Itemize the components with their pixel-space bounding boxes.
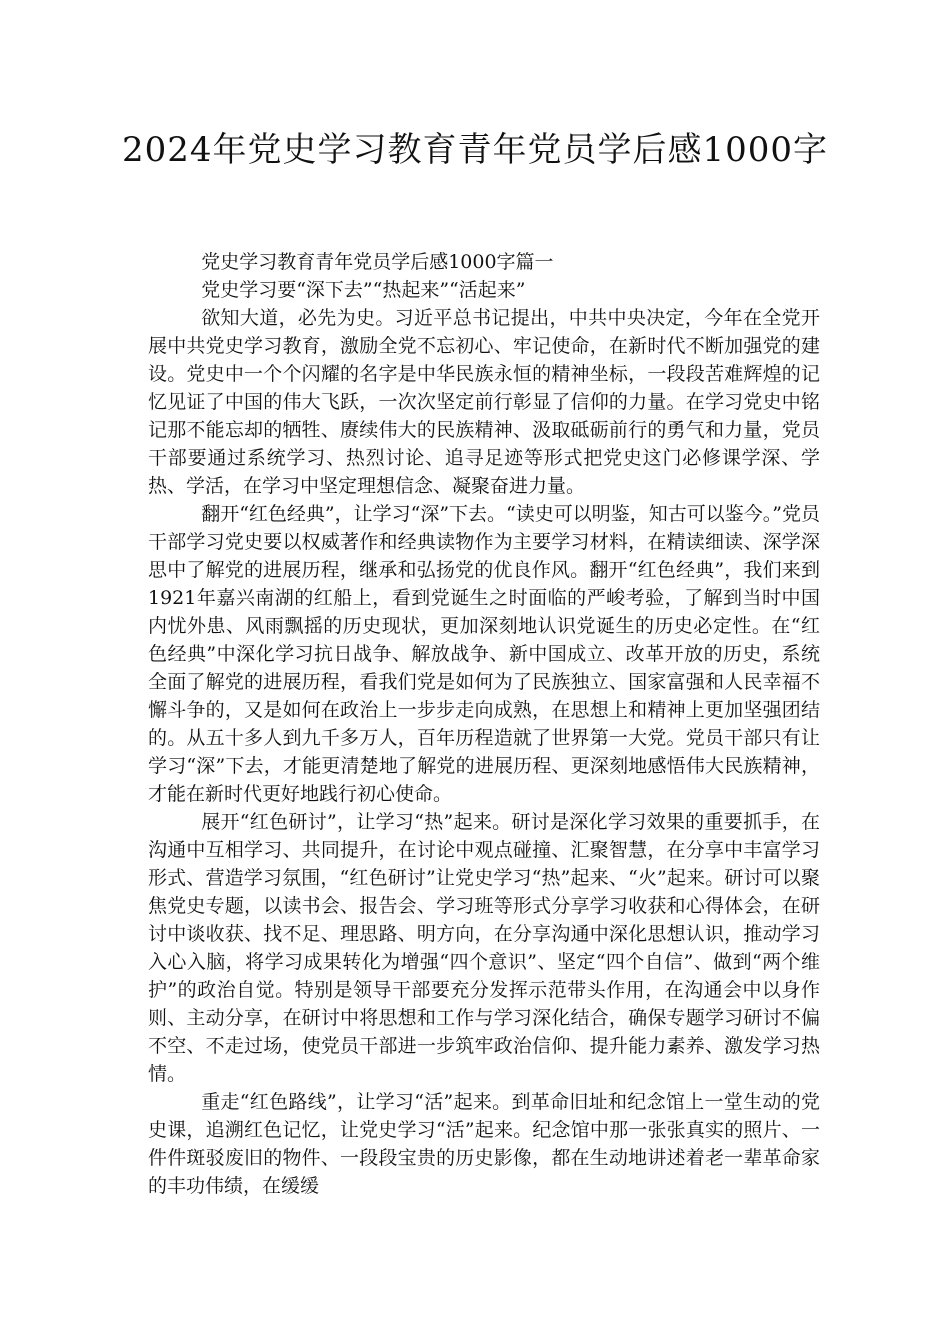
section-subtitle: 党史学习要“深下去”“热起来”“活起来”	[201, 279, 526, 301]
paragraph: 欲知大道，必先为史。习近平总书记提出，中共中央决定，今年在全党开展中共党史学习教育，激励全党不忘初心、牢记使命，在新时代不断加强党的建设。党史中一个个闪耀的名字是中华民族永恒的精神坐标，一段段苦难辉煌的记忆见证了中国的伟大飞跃，一次次坚定前行彰显了信仰的力量。在学习党史中铭记那不能忘却的牺牲、赓续伟大的民族精神、汲取砥砺前行的勇气和力量，党员干部要通过系统学习、热烈讨论、追寻足迹等形式把党史这门必修课学深、学热、学活，在学习中坚定理想信念、凝聚奋进力量。	[148, 307, 820, 497]
paragraph: 重走“红色路线”，让学习“活”起来。到革命旧址和纪念馆上一堂生动的党史课，追溯红色记忆，让党史学习“活”起来。纪念馆中那一张张真实的照片、一件件斑驳废旧的物件、一段段宝贵的历史影像，都在生动地讲述着老一辈革命家的丰功伟绩，在缓缓	[148, 1091, 820, 1197]
section-heading: 党史学习教育青年党员学后感1000字篇一	[201, 251, 554, 273]
document-body	[148, 248, 820, 1200]
paragraph: 翻开“红色经典”，让学习“深”下去。“读史可以明鉴，知古可以鉴今。”党员干部学习党史要以权威著作和经典读物作为主要学习材料，在精读细读、深学深思中了解党的进展历程，继承和弘扬党的优良作风。翻开“红色经典”，我们来到1921年嘉兴南湖的红船上，看到党诞生之时面临的严峻考验，了解到当时中国内忧外患、风雨飘摇的历史现状，更加深刻地认识党诞生的历史必定性。在“红色经典”中深化学习抗日战争、解放战争、新中国成立、改革开放的历史，系统全面了解党的进展历程，看我们党是如何为了民族独立、国家富强和人民幸福不懈斗争的，又是如何在政治上一步步走向成熟，在思想上和精神上更加坚强团结的。从五十多人到九千多万人，百年历程造就了世界第一大党。党员干部只有让学习“深”下去，才能更清楚地了解党的进展历程、更深刻地感悟伟大民族精神，才能在新时代更好地践行初心使命。	[148, 503, 820, 805]
document-title: 2024年党史学习教育青年党员学后感1000字	[121, 130, 829, 170]
paragraph: 展开“红色研讨”，让学习“热”起来。研讨是深化学习效果的重要抓手，在沟通中互相学习、共同提升，在讨论中观点碰撞、汇聚智慧，在分享中丰富学习形式、营造学习氛围，“红色研讨”让党史学习“热”起来、“火”起来。研讨可以聚焦党史专题，以读书会、报告会、学习班等形式分享学习收获和心得体会，在研讨中谈收获、找不足、理思路、明方向，在分享沟通中深化思想认识，推动学习入心入脑，将学习成果转化为增强“四个意识”、坚定“四个自信”、做到“两个维护”的政治自觉。特别是领导干部要充分发挥示范带头作用，在沟通会中以身作则、主动分享，在研讨中将思想和工作与学习深化结合，确保专题学习研讨不偏不空、不走过场，使党员干部进一步筑牢政治信仰、提升能力素养、激发学习热情。	[148, 811, 820, 1085]
